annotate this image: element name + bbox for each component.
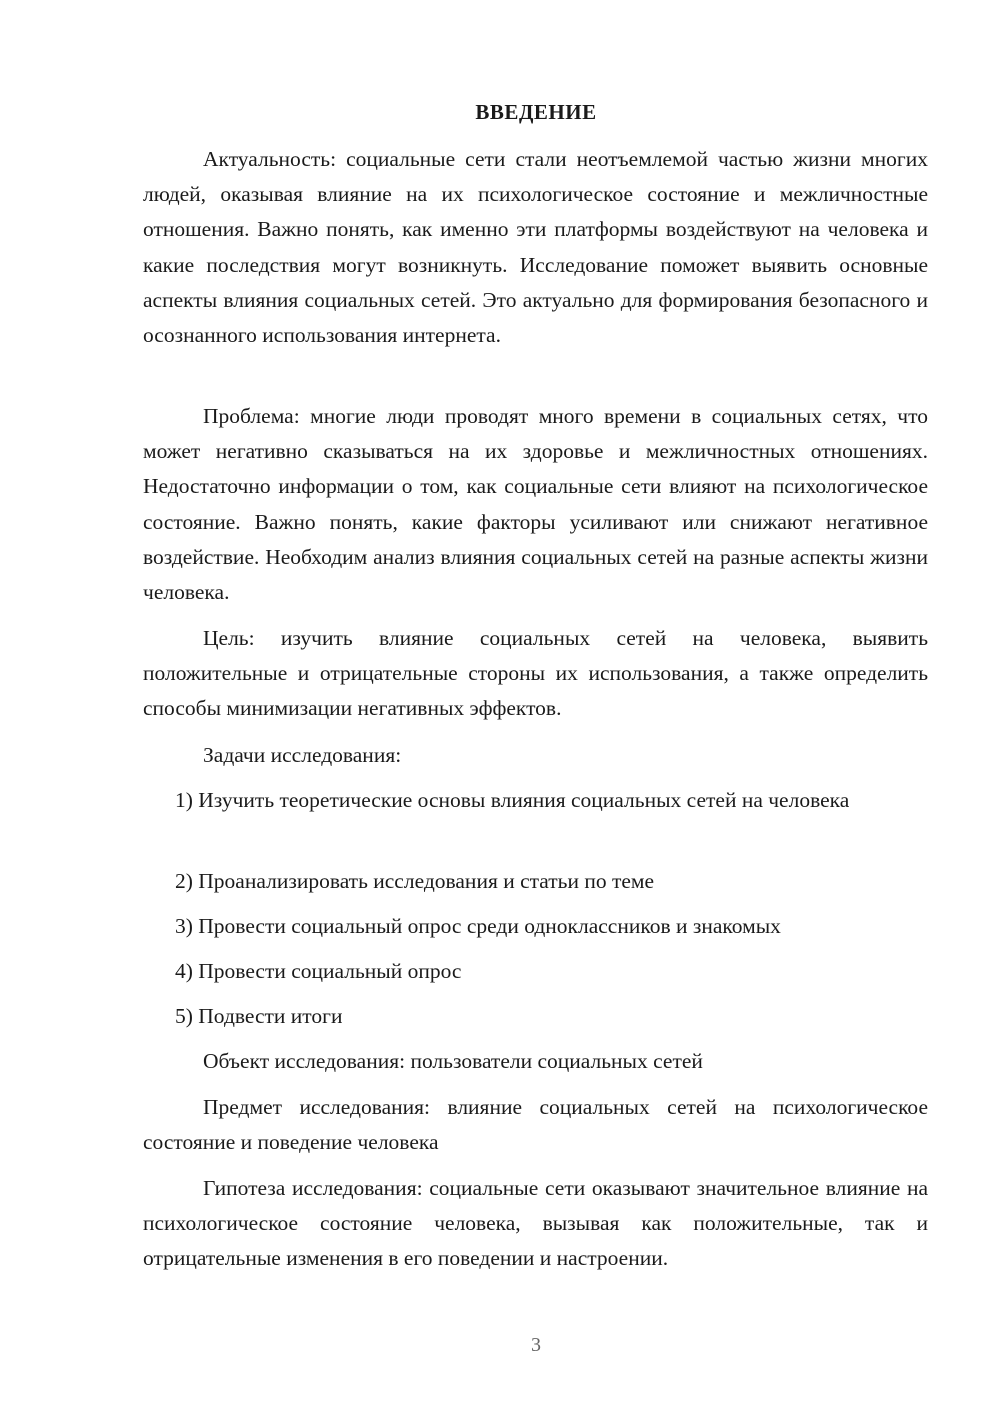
task-item-1: 1) Изучить теоретические основы влияния социальных сетей на человека [175, 788, 850, 812]
task-item-2: 2) Проанализировать исследования и статьи по теме [175, 869, 655, 893]
hypothesis-paragraph: Гипотеза исследования: социальные сети оказывают значительное влияние на психологическое состояние человека, вызывая как положительные, так и отрицательные изменения в его поведении и настроении. [143, 1176, 928, 1271]
object-paragraph: Объект исследования: пользователи социальных сетей [203, 1049, 703, 1073]
task-item-5: 5) Подвести итоги [175, 1004, 343, 1028]
goal-paragraph: Цель: изучить влияние социальных сетей на человека, выявить положительные и отрицательные стороны их использования, а также определить способы минимизации негативных эффектов. [143, 626, 928, 721]
task-item-4: 4) Провести социальный опрос [175, 959, 462, 983]
page-number: 3 [531, 1334, 541, 1356]
problem-paragraph: Проблема: многие люди проводят много времени в социальных сетях, что может негативно сказываться на их здоровье и межличностных отношениях. Недостаточно информации о том, как социальные сети влияют на психологическое состояние. Важно понять, какие факторы усиливают или снижают негативное воздействие. Необходим анализ влияния социальных сетей на разные аспекты жизни человека. [143, 404, 928, 605]
subject-paragraph: Предмет исследования: влияние социальных сетей на психологическое состояние и поведение человека [143, 1095, 928, 1155]
task-item-3: 3) Провести социальный опрос среди одноклассников и знакомых [175, 914, 781, 938]
relevance-paragraph: Актуальность: социальные сети стали неотъемлемой частью жизни многих людей, оказывая влияние на их психологическое состояние и межличностные отношения. Важно понять, как именно эти платформы воздействуют на человека и какие последствия могут возникнуть. Исследование поможет выявить основные аспекты влияния социальных сетей. Это актуально для формирования безопасного и осознанного использования интернета. [143, 147, 928, 348]
tasks-title: Задачи исследования: [203, 743, 402, 767]
page-title: ВВЕДЕНИЕ [475, 100, 597, 124]
